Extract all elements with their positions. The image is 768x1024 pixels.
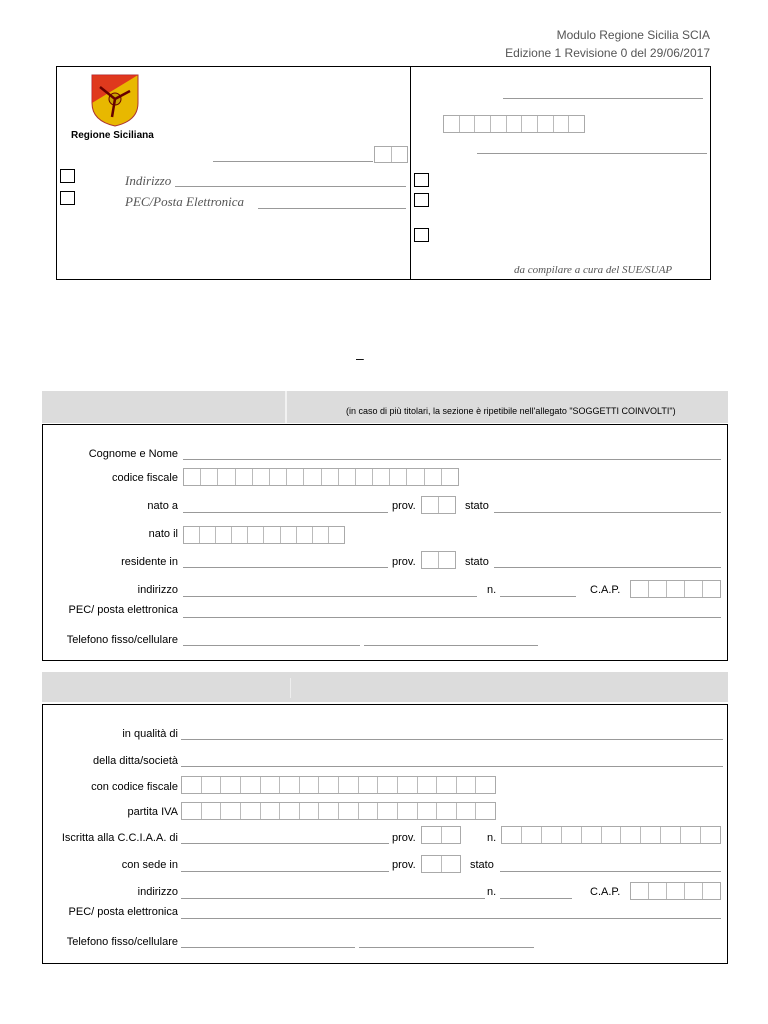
sede-line[interactable] [181, 871, 389, 872]
cciaa-prov-label: prov. [392, 832, 416, 844]
nato-a-line[interactable] [183, 512, 388, 513]
pec-line-s2[interactable] [181, 918, 721, 919]
n-line-s2[interactable] [500, 898, 572, 899]
top-right-line-2[interactable] [477, 153, 707, 154]
codice-fiscale-label-s2: con codice fiscale [91, 781, 178, 793]
in-qualita-label: in qualità di [122, 728, 178, 740]
ditta-label: della ditta/società [93, 755, 178, 767]
form-edition: Edizione 1 Revisione 0 del 29/06/2017 [505, 46, 710, 60]
n-label-s1: n. [487, 584, 497, 596]
indirizzo-line[interactable] [175, 186, 406, 187]
pec-label-s2: PEC/ posta elettronica [68, 906, 178, 918]
section1-band-divider [285, 391, 287, 423]
cap-cells-s2[interactable] [630, 882, 721, 900]
sede-prov-cells[interactable] [421, 855, 461, 873]
residente-stato-line[interactable] [494, 567, 721, 568]
right-checkbox-3[interactable] [414, 228, 429, 242]
codice-fiscale-cells[interactable] [183, 468, 459, 486]
telefono-cell-line-s1[interactable] [364, 645, 538, 646]
cciaa-n-cells[interactable] [501, 826, 721, 844]
in-qualita-line[interactable] [181, 739, 723, 740]
nato-a-stato-label: stato [465, 500, 489, 512]
codice-fiscale-label: codice fiscale [111, 472, 178, 484]
form-title: Modulo Regione Sicilia SCIA [556, 28, 710, 42]
residente-in-label: residente in [121, 556, 178, 568]
cap-label-s2: C.A.P. [590, 886, 621, 898]
nato-a-label: nato a [147, 500, 178, 512]
residente-in-line[interactable] [183, 567, 388, 568]
sede-stato-line[interactable] [500, 871, 721, 872]
telefono-cell-line-s2[interactable] [359, 947, 534, 948]
cognome-nome-line[interactable] [183, 459, 721, 460]
ditta-line[interactable] [181, 766, 723, 767]
cciaa-prov-cells[interactable] [421, 826, 461, 844]
logo-caption: Regione Siciliana [71, 130, 154, 141]
telefono-label-s1: Telefono fisso/cellulare [66, 634, 178, 646]
cciaa-n-label: n. [487, 832, 497, 844]
n-line-s1[interactable] [500, 596, 576, 597]
top-right-cells[interactable] [443, 115, 585, 133]
cap-cells-s1[interactable] [630, 580, 721, 598]
indirizzo-line-s1[interactable] [183, 596, 477, 597]
sede-prov-label: prov. [392, 859, 416, 871]
cap-label-s1: C.A.P. [590, 584, 621, 596]
nato-a-prov-label: prov. [392, 500, 416, 512]
top-left-small-cells[interactable] [374, 146, 408, 163]
top-left-blank-line[interactable] [213, 161, 373, 162]
pec-checkbox[interactable] [60, 191, 75, 205]
nato-il-cells[interactable] [183, 526, 345, 544]
pec-line-s1[interactable] [183, 617, 721, 618]
indirizzo-checkbox[interactable] [60, 169, 75, 183]
right-checkbox-1[interactable] [414, 173, 429, 187]
nato-il-label: nato il [148, 528, 178, 540]
pec-label: PEC/Posta Elettronica [125, 194, 245, 209]
section2-band-divider [290, 678, 291, 698]
residente-prov-cells[interactable] [421, 551, 456, 569]
nato-a-stato-line[interactable] [494, 512, 721, 513]
telefono-fisso-line-s1[interactable] [183, 645, 360, 646]
cciaa-line[interactable] [181, 843, 389, 844]
nato-a-prov-cells[interactable] [421, 496, 456, 514]
pec-line[interactable] [258, 208, 406, 209]
right-checkbox-2[interactable] [414, 193, 429, 207]
partita-iva-label: partita IVA [127, 806, 178, 818]
indirizzo-label-s1: indirizzo [137, 584, 178, 596]
telefono-fisso-line-s2[interactable] [181, 947, 355, 948]
pec-label-s1: PEC/ posta elettronica [68, 604, 178, 616]
indirizzo-label-s2: indirizzo [137, 886, 178, 898]
partita-iva-cells[interactable] [181, 802, 496, 820]
residente-stato-label: stato [465, 556, 489, 568]
top-right-line-1[interactable] [503, 98, 703, 99]
regione-logo-icon [90, 73, 140, 128]
section2-band [42, 672, 728, 702]
sede-label: con sede in [121, 859, 178, 871]
sede-stato-label: stato [470, 859, 494, 871]
title-dash: – [356, 350, 364, 366]
cognome-nome-label: Cognome e Nome [88, 448, 178, 460]
sue-note: da compilare a cura del SUE/SUAP [514, 264, 673, 276]
residente-prov-label: prov. [392, 556, 416, 568]
telefono-label-s2: Telefono fisso/cellulare [66, 936, 178, 948]
indirizzo-label: Indirizzo [125, 173, 172, 188]
top-box-divider [410, 66, 411, 280]
n-label-s2: n. [487, 886, 497, 898]
cciaa-label: Iscritta alla C.C.I.A.A. di [61, 832, 178, 844]
codice-fiscale-cells-s2[interactable] [181, 776, 496, 794]
section1-note: (in caso di più titolari, la sezione è ripetibile nell'allegato "SOGGETTI COINVOLTI") [346, 406, 676, 416]
indirizzo-line-s2[interactable] [181, 898, 485, 899]
